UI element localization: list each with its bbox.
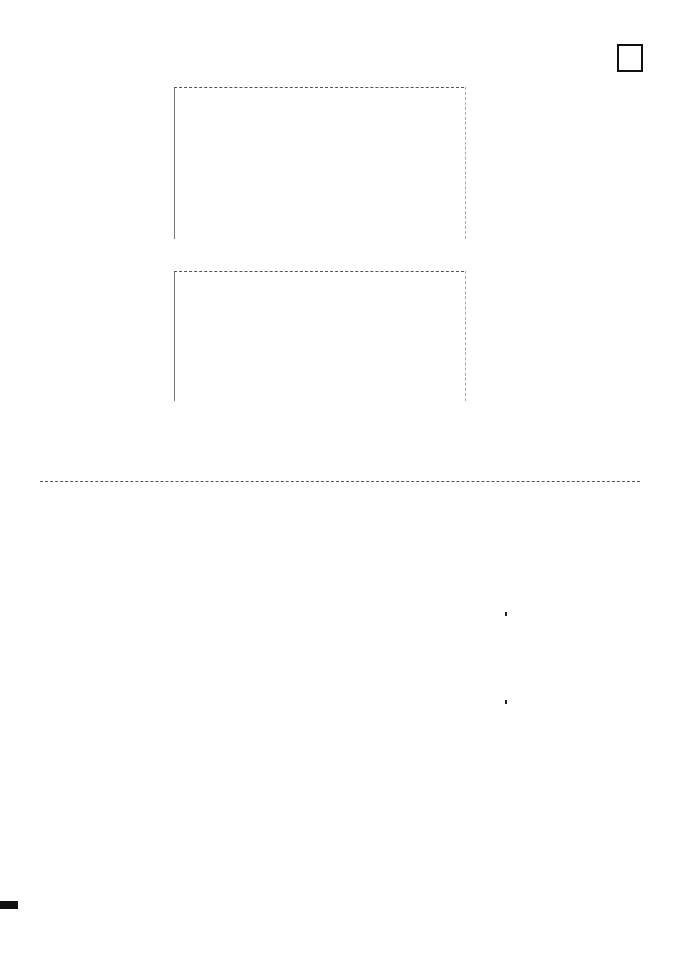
question-number xyxy=(617,44,643,72)
example-1 xyxy=(505,612,507,616)
graph-b-chart xyxy=(174,288,464,400)
graph-a-top-rule xyxy=(174,87,464,88)
graph-a-chart xyxy=(174,104,464,214)
registration-mark xyxy=(0,901,18,909)
section-divider xyxy=(40,481,640,482)
graph-a-legend xyxy=(210,214,460,224)
example-2 xyxy=(505,700,507,704)
graph-b-top-rule xyxy=(174,271,464,272)
